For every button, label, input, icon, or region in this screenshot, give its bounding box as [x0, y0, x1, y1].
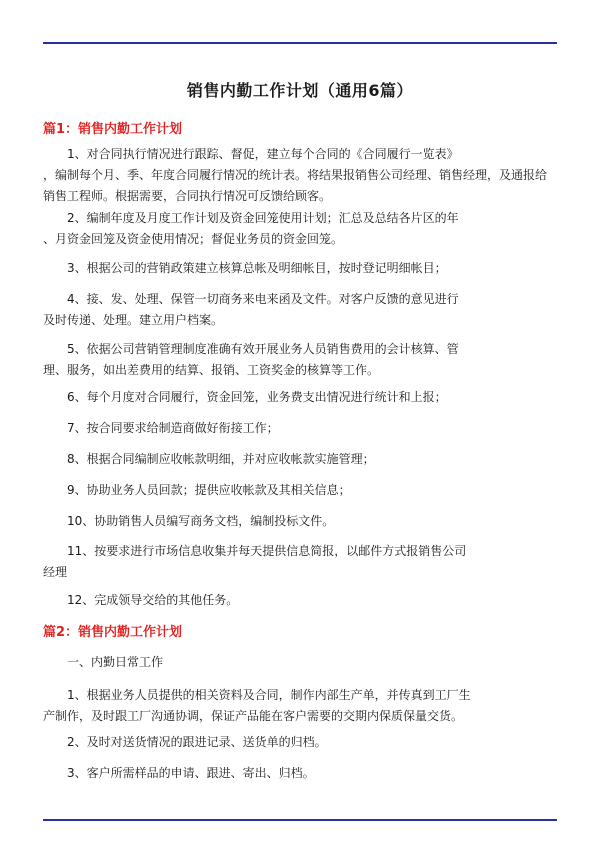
bottom-divider — [43, 819, 557, 821]
paragraph: 9、协助业务人员回款；提供应收帐款及其相关信息； — [67, 483, 351, 497]
paragraph: 2、编制年度及月度工作计划及资金回笼使用计划；汇总及总结各片区的年 、月资金回笼及资金使用情况；督促业务员的资金回笼。 — [43, 211, 459, 246]
document-title: 销售内勤工作计划（通用6篇） — [186, 81, 414, 100]
paragraph: 3、客户所需样品的申请、跟进、寄出、归档。 — [67, 766, 315, 780]
paragraph: 1、对合同执行情况进行跟踪、督促，建立每个合同的《合同履行一览表》 ，编制每个月、季、年度合同履行情况的统计表。将结果报销售公司经理、销售经理，及通报给 销售工程师。根据需要，合同执行情况可反馈给顾客。 — [43, 147, 548, 203]
paragraph: 4、接、发、处理、保管一切商务来电来函及文件。对客户反馈的意见进行 及时传递、处理。建立用户档案。 — [43, 292, 459, 327]
paragraph: 3、根据公司的营销政策建立核算总帐及明细帐目，按时登记明细帐目； — [67, 261, 447, 275]
section-1-heading: 篇1：销售内勤工作计划 — [43, 122, 183, 137]
paragraph: 11、按要求进行市场信息收集并每天提供信息简报，以邮件方式报销售公司 经理 — [43, 544, 467, 579]
paragraph: 6、每个月度对合同履行，资金回笼，业务费支出情况进行统计和上报； — [67, 390, 447, 404]
paragraph: 1、根据业务人员提供的相关资料及合同，制作内部生产单，并传真到工厂生 产制作，及时跟工厂沟通协调，保证产品能在客户需要的交期内保质保量交货。 — [43, 688, 471, 723]
paragraph: 一、内勤日常工作 — [67, 655, 164, 669]
paragraph: 7、按合同要求给制造商做好衔接工作； — [67, 421, 279, 435]
section-2-heading: 篇2：销售内勤工作计划 — [43, 625, 183, 640]
paragraph: 10、协助销售人员编写商务文档，编制投标文件。 — [67, 514, 335, 528]
top-divider — [43, 42, 557, 44]
paragraph: 12、完成领导交给的其他任务。 — [67, 593, 239, 607]
paragraph: 5、依据公司营销管理制度准确有效开展业务人员销售费用的会计核算、管 理、服务，如出差费用的结算、报销、工资奖金的核算等工作。 — [43, 342, 459, 377]
paragraph: 2、及时对送货情况的跟进记录、送货单的归档。 — [67, 735, 327, 749]
paragraph: 8、根据合同编制应收帐款明细，并对应收帐款实施管理； — [67, 452, 375, 466]
